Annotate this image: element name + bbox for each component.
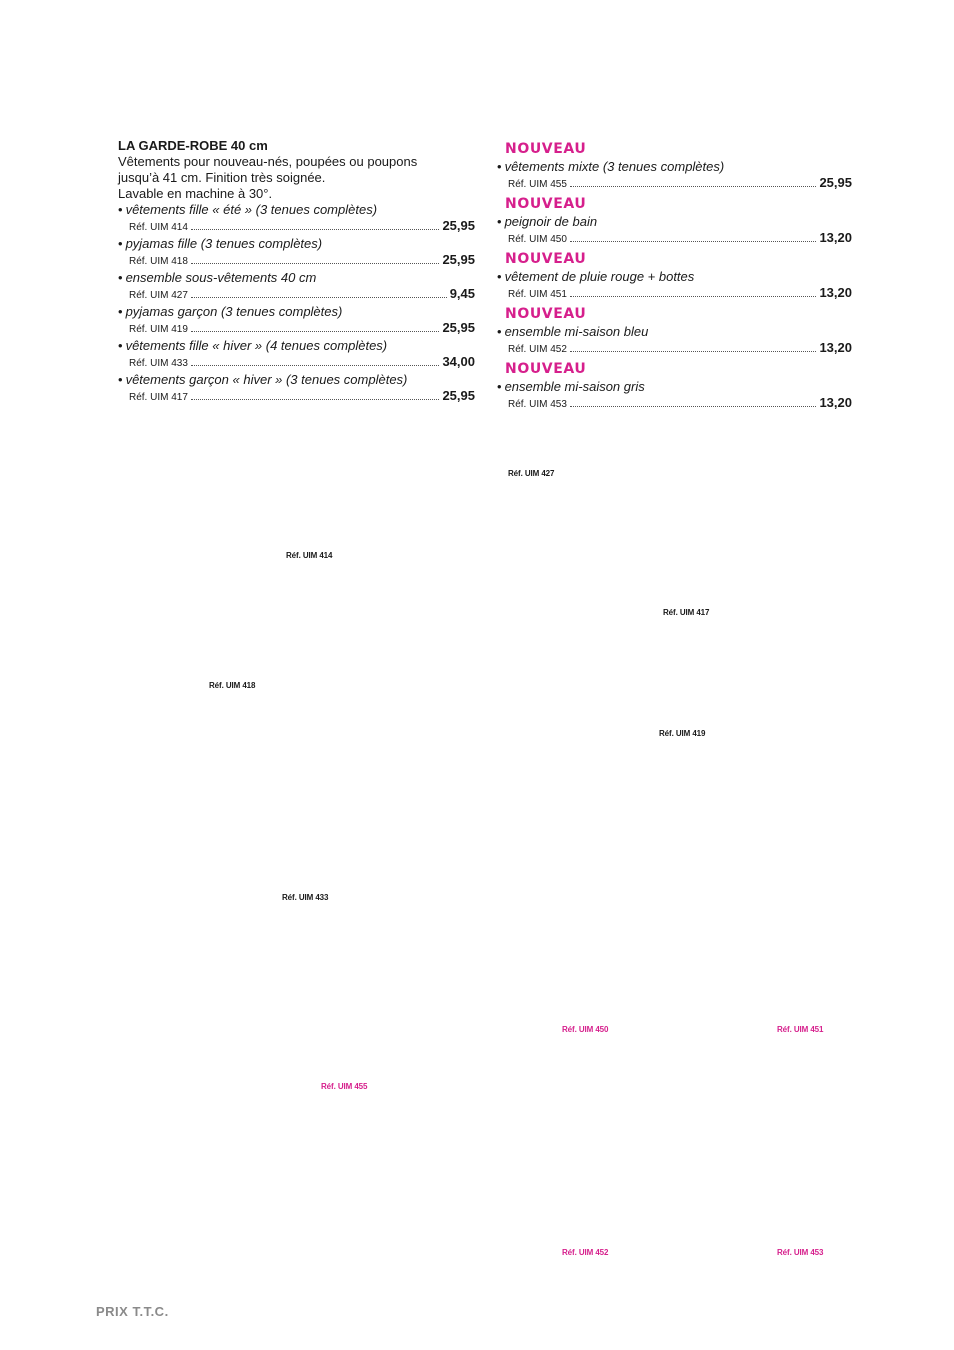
bullet-icon: • <box>497 324 502 339</box>
product-item <box>118 270 475 304</box>
product-price: 25,95 <box>442 388 475 403</box>
product-name: vêtements fille « hiver » (4 tenues complètes) <box>125 338 388 353</box>
product-ref: Réf. UIM 418 <box>129 256 188 267</box>
bullet-icon: • <box>118 338 123 353</box>
product-price: 9,45 <box>449 286 475 301</box>
product-price: 25,95 <box>819 175 852 190</box>
photo-caption: Réf. UIM 417 <box>663 608 710 617</box>
product-item <box>497 269 852 303</box>
photo-caption: Réf. UIM 418 <box>209 681 256 690</box>
garde-robe-section <box>118 138 475 406</box>
product-price: 13,20 <box>819 285 852 300</box>
nouveau-badge: NOUVEAU <box>505 196 587 212</box>
product-name-line <box>118 236 475 252</box>
product-ref: Réf. UIM 414 <box>129 222 188 233</box>
product-price: 13,20 <box>819 340 852 355</box>
reference-line <box>497 395 852 413</box>
bullet-icon: • <box>118 270 123 285</box>
dot-leader <box>570 350 817 352</box>
nouveau-badge: NOUVEAU <box>505 251 587 267</box>
product-item <box>497 379 852 413</box>
product-name: peignoir de bain <box>504 214 598 229</box>
product-item <box>497 214 852 248</box>
nouveau-badge: NOUVEAU <box>505 141 587 157</box>
product-ref: Réf. UIM 417 <box>129 392 188 403</box>
bullet-icon: • <box>497 269 502 284</box>
product-ref: Réf. UIM 453 <box>508 399 567 410</box>
dot-leader <box>570 185 817 187</box>
product-name: vêtements mixte (3 tenues complètes) <box>504 159 725 174</box>
reference-line <box>497 340 852 358</box>
product-name-line <box>118 304 475 320</box>
bullet-icon: • <box>497 214 502 229</box>
nouveau-badge: NOUVEAU <box>505 306 587 322</box>
dot-leader <box>191 364 440 366</box>
photo-caption: Réf. UIM 453 <box>777 1248 824 1257</box>
intro-line: Vêtements pour nouveau-nés, poupées ou poupons <box>118 154 418 169</box>
photo-caption: Réf. UIM 452 <box>562 1248 609 1257</box>
product-item <box>497 159 852 193</box>
product-item <box>497 324 852 358</box>
photo-caption: Réf. UIM 455 <box>321 1082 368 1091</box>
product-name-line <box>497 214 852 230</box>
dot-leader <box>570 295 817 297</box>
bullet-icon: • <box>497 379 502 394</box>
bullet-icon: • <box>118 304 123 319</box>
product-price: 25,95 <box>442 320 475 335</box>
product-ref: Réf. UIM 433 <box>129 358 188 369</box>
dot-leader <box>191 296 447 298</box>
product-name-line <box>497 379 852 395</box>
product-name: ensemble sous-vêtements 40 cm <box>125 270 317 285</box>
dot-leader <box>191 330 440 332</box>
product-name-line <box>118 372 475 388</box>
photo-caption: Réf. UIM 451 <box>777 1025 824 1034</box>
section-title: LA GARDE-ROBE 40 cm <box>118 138 268 153</box>
product-item <box>118 338 475 372</box>
reference-line <box>118 320 475 338</box>
product-ref: Réf. UIM 450 <box>508 234 567 245</box>
intro-line: Lavable en machine à 30°. <box>118 186 273 201</box>
product-ref: Réf. UIM 419 <box>129 324 188 335</box>
photo-caption: Réf. UIM 450 <box>562 1025 609 1034</box>
dot-leader <box>191 262 440 264</box>
bullet-icon: • <box>118 372 123 387</box>
photo-caption: Réf. UIM 427 <box>508 469 555 478</box>
photo-caption: Réf. UIM 414 <box>286 551 333 560</box>
product-ref: Réf. UIM 451 <box>508 289 567 300</box>
reference-line <box>118 218 475 236</box>
bullet-icon: • <box>118 236 123 251</box>
product-price: 25,95 <box>442 218 475 233</box>
product-item <box>118 202 475 236</box>
product-item <box>118 236 475 270</box>
product-name-line <box>118 338 475 354</box>
prix-ttc-footer: PRIX T.T.C. <box>96 1304 169 1319</box>
product-item <box>118 372 475 406</box>
bullet-icon: • <box>497 159 502 174</box>
reference-line <box>118 252 475 270</box>
product-name: ensemble mi-saison bleu <box>504 324 649 339</box>
dot-leader <box>570 405 817 407</box>
photo-caption: Réf. UIM 419 <box>659 729 706 738</box>
photo-caption: Réf. UIM 433 <box>282 893 329 902</box>
product-price: 13,20 <box>819 395 852 410</box>
reference-line <box>497 175 852 193</box>
reference-line <box>118 354 475 372</box>
product-ref: Réf. UIM 455 <box>508 179 567 190</box>
product-price: 34,00 <box>442 354 475 369</box>
dot-leader <box>191 398 440 400</box>
product-name: pyjamas garçon (3 tenues complètes) <box>125 304 343 319</box>
product-name: ensemble mi-saison gris <box>504 379 645 394</box>
reference-line <box>118 388 475 406</box>
nouveau-badge: NOUVEAU <box>505 361 587 377</box>
reference-line <box>497 285 852 303</box>
product-name-line <box>118 270 475 286</box>
product-name: vêtements garçon « hiver » (3 tenues complètes) <box>125 372 408 387</box>
product-price: 25,95 <box>442 252 475 267</box>
product-name-line <box>118 202 475 218</box>
product-name: vêtement de pluie rouge + bottes <box>504 269 695 284</box>
dot-leader <box>191 228 440 230</box>
product-name-line <box>497 159 852 175</box>
reference-line <box>497 230 852 248</box>
product-ref: Réf. UIM 427 <box>129 290 188 301</box>
dot-leader <box>570 240 817 242</box>
product-name: pyjamas fille (3 tenues complètes) <box>125 236 323 251</box>
reference-line <box>118 286 475 304</box>
product-name-line <box>497 324 852 340</box>
product-price: 13,20 <box>819 230 852 245</box>
bullet-icon: • <box>118 202 123 217</box>
product-ref: Réf. UIM 452 <box>508 344 567 355</box>
intro-line: jusqu’à 41 cm. Finition très soignée. <box>118 170 326 185</box>
product-item <box>118 304 475 338</box>
nouveau-section <box>497 140 852 413</box>
product-name-line <box>497 269 852 285</box>
product-name: vêtements fille « été » (3 tenues complètes) <box>125 202 378 217</box>
